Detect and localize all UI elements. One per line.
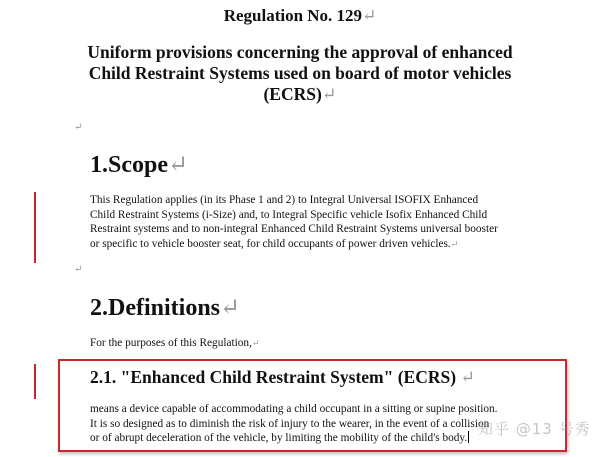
paragraph-mark-icon: ↵ [362, 6, 377, 25]
text-line: Restraint systems and to non-integral Enhanced Child Restraint Systems universal booster [90, 223, 498, 236]
section-heading-text: 2.Definitions [90, 295, 221, 321]
text-line-text: or of abrupt deceleration of the vehicle, by limiting the mobility of the child's body. [90, 432, 468, 445]
document-title [60, 42, 540, 105]
regulation-title [0, 6, 600, 26]
regulation-title-text: Regulation No. 129 [223, 6, 363, 25]
revision-bar [34, 364, 36, 399]
revision-bar [34, 192, 36, 263]
text-line-text: or specific to vehicle booster seat, for child occupants of power driven vehicles. [90, 237, 451, 250]
ecrs-definition-paragraph[interactable] [90, 402, 542, 446]
intro-text: For the purposes of this Regulation, [90, 337, 252, 349]
title-line: Uniform provisions concerning the approval of enhanced [87, 42, 513, 62]
subsection-heading-ecrs [90, 366, 475, 388]
text-line [90, 237, 542, 252]
paragraph-mark-icon: ↵ [450, 238, 459, 249]
section-heading-definitions [90, 294, 240, 322]
text-line: means a device capable of accommodating a child occupant in a sitting or supine position. [90, 403, 498, 415]
paragraph-mark-icon: ↵ [251, 338, 260, 348]
text-line: Child Restraint Systems (i-Size) and, to Integral Specific vehicle Isofix Enhanced Child [90, 208, 488, 221]
paragraph-mark-icon: ↵ [460, 367, 476, 387]
text-line: This Regulation applies (in its Phase 1 and 2) to Integral Universal ISOFIX Enhanced [90, 194, 479, 206]
text-cursor [468, 431, 469, 443]
paragraph-mark-icon: ↵ [321, 84, 337, 104]
paragraph-mark-icon: ↵ [74, 264, 83, 275]
title-line-text: (ECRS) [263, 84, 322, 104]
paragraph-mark-icon: ↵ [74, 122, 83, 133]
section-heading-text: 1.Scope [90, 152, 168, 178]
text-line: It is so designed as to diminish the risk of injury to the wearer, in the event of a collision [90, 417, 490, 430]
watermark: 知乎 @13 号秀 [478, 420, 591, 438]
scope-paragraph[interactable] [90, 193, 542, 251]
subsection-heading-text: 2.1. "Enhanced Child Restraint System" (ECRS) [90, 367, 457, 387]
title-line [60, 84, 540, 105]
section-heading-scope [90, 151, 188, 179]
definitions-intro[interactable] [90, 336, 259, 351]
paragraph-mark-icon: ↵ [220, 295, 241, 321]
title-line: Child Restraint Systems used on board of motor vehicles [88, 63, 512, 83]
text-line [90, 431, 542, 446]
paragraph-mark-icon: ↵ [168, 152, 189, 178]
